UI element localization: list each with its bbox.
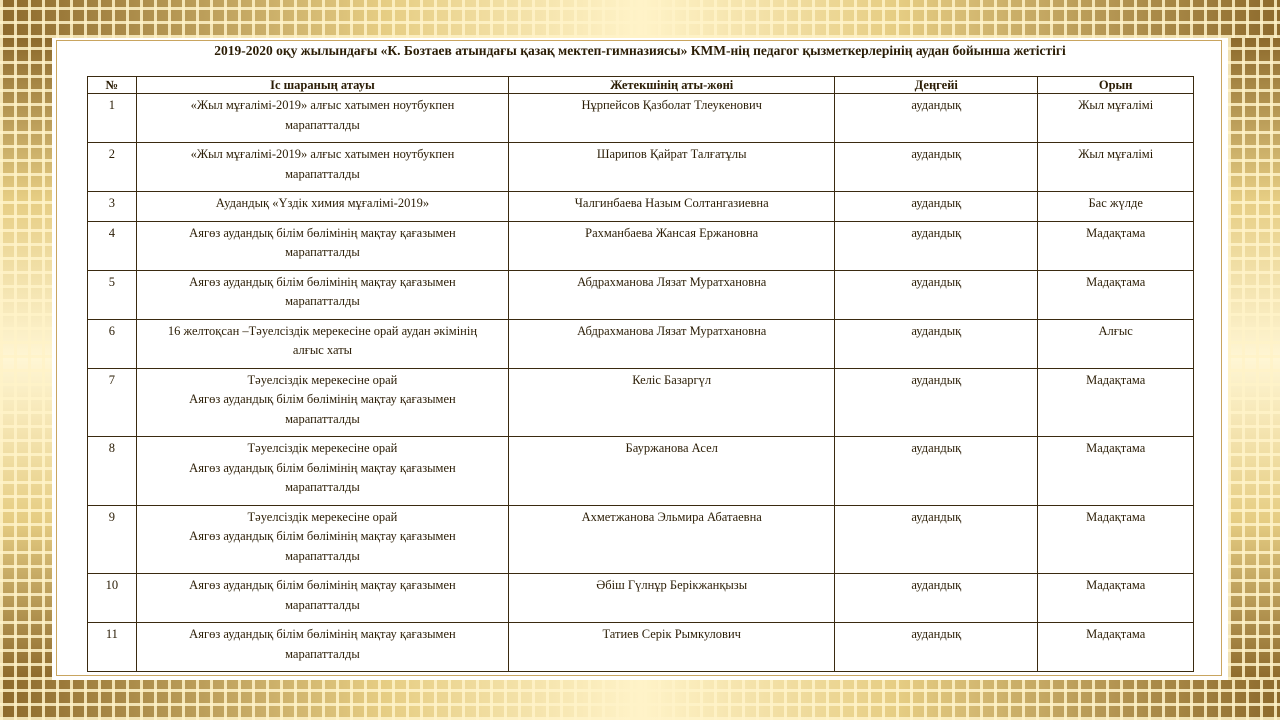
header-num: № bbox=[88, 77, 137, 94]
table-row bbox=[88, 221, 1194, 270]
cell-level: аудандық bbox=[835, 505, 1038, 574]
event-text-line: алғыс хаты bbox=[292, 343, 353, 357]
cell-place: Мадақтама bbox=[1038, 574, 1194, 623]
event-text-line: марапатталды bbox=[285, 548, 360, 563]
event-text-line: 16 желтоқсан –Тәуелсіздік мерекесіне орай аудан әкімінің bbox=[167, 323, 478, 338]
cell-level: аудандық bbox=[835, 623, 1038, 672]
cell-leader: Рахманбаева Жансая Ержановна bbox=[509, 221, 835, 270]
table-row bbox=[88, 319, 1194, 368]
cell-leader: Абдрахманова Лязат Муратхановна bbox=[509, 270, 835, 319]
cell-leader: Бауржанова Асел bbox=[509, 437, 835, 506]
event-text-line: Аягөз аудандық білім бөлімінің мақтау қағазымен bbox=[189, 392, 456, 406]
event-text-line: Аягөз аудандық білім бөлімінің мақтау қағазымен bbox=[189, 460, 456, 475]
cell-place: Мадақтама bbox=[1038, 270, 1194, 319]
header-leader: Жетекшінің аты-жөні bbox=[509, 77, 835, 94]
cell-leader: Ахметжанова Эльмира Абатаевна bbox=[509, 505, 835, 574]
table-row bbox=[88, 437, 1194, 506]
cell-leader: Чалгинбаева Назым Солтангазиевна bbox=[509, 192, 835, 222]
cell-level: аудандық bbox=[835, 221, 1038, 270]
cell-place: Мадақтама bbox=[1038, 623, 1194, 672]
cell-event bbox=[136, 623, 509, 672]
greek-key-border-right bbox=[1228, 38, 1280, 680]
cell-level: аудандық bbox=[835, 574, 1038, 623]
cell-leader: Келіс Базаргүл bbox=[509, 368, 835, 437]
cell-event bbox=[136, 368, 509, 437]
cell-event bbox=[136, 192, 509, 222]
event-text-line: марапатталды bbox=[285, 597, 360, 612]
event-text-line: Аягөз аудандық білім бөлімінің мақтау қағазымен bbox=[189, 627, 456, 641]
event-text-line: марапатталды bbox=[285, 245, 360, 259]
event-text-line: марапатталды bbox=[285, 294, 360, 308]
cell-num: 6 bbox=[88, 319, 137, 368]
header-place: Орын bbox=[1038, 77, 1194, 94]
cell-num: 8 bbox=[88, 437, 137, 506]
event-text-line: марапатталды bbox=[285, 117, 360, 132]
cell-place: Жыл мұғалімі bbox=[1038, 143, 1194, 192]
table-header-row bbox=[88, 77, 1194, 94]
table-body bbox=[88, 94, 1194, 672]
greek-key-border-left bbox=[0, 38, 52, 680]
cell-event bbox=[136, 270, 509, 319]
cell-num: 4 bbox=[88, 221, 137, 270]
cell-level: аудандық bbox=[835, 94, 1038, 143]
cell-event bbox=[136, 319, 509, 368]
table-row bbox=[88, 94, 1194, 143]
cell-event bbox=[136, 437, 509, 506]
event-text-line: марапатталды bbox=[285, 646, 360, 661]
cell-leader: Татиев Серік Рымкулович bbox=[509, 623, 835, 672]
event-text-line: Аягөз аудандық білім бөлімінің мақтау қағазымен bbox=[189, 225, 456, 240]
event-text-line: Аудандық «Үздік химия мұғалімі-2019» bbox=[215, 196, 430, 210]
greek-key-border-bottom bbox=[0, 680, 1280, 720]
event-text-line: марапатталды bbox=[285, 480, 360, 494]
event-text-line: «Жыл мұғалімі-2019» алғыс хатымен ноутбукпен bbox=[190, 98, 455, 112]
cell-leader: Нұрпейсов Қазболат Тлеукенович bbox=[509, 94, 835, 143]
cell-level: аудандық bbox=[835, 437, 1038, 506]
greek-key-border-top bbox=[0, 0, 1280, 38]
table-row bbox=[88, 192, 1194, 222]
event-text-line: Аягөз аудандық білім бөлімінің мақтау қағазымен bbox=[189, 578, 456, 592]
event-text-line: Тәуелсіздік мерекесіне орай bbox=[247, 509, 398, 524]
table-row bbox=[88, 143, 1194, 192]
cell-num: 7 bbox=[88, 368, 137, 437]
header-event: Іс шараның атауы bbox=[136, 77, 509, 94]
cell-level: аудандық bbox=[835, 270, 1038, 319]
cell-level: аудандық bbox=[835, 319, 1038, 368]
cell-num: 9 bbox=[88, 505, 137, 574]
event-text-line: марапатталды bbox=[285, 411, 360, 426]
cell-num: 1 bbox=[88, 94, 137, 143]
cell-num: 11 bbox=[88, 623, 137, 672]
cell-event bbox=[136, 143, 509, 192]
cell-event bbox=[136, 221, 509, 270]
cell-level: аудандық bbox=[835, 192, 1038, 222]
event-text-line: Тәуелсіздік мерекесіне орай bbox=[247, 441, 398, 455]
cell-level: аудандық bbox=[835, 143, 1038, 192]
cell-place: Жыл мұғалімі bbox=[1038, 94, 1194, 143]
cell-event bbox=[136, 505, 509, 574]
page-title: 2019-2020 оқу жылындағы «К. Бозтаев атындағы қазақ мектеп-гимназиясы» КММ-нің педагог қызметкерлерінің аудан бойынша жетістігі bbox=[214, 43, 1066, 58]
cell-place: Мадақтама bbox=[1038, 437, 1194, 506]
cell-leader: Абдрахманова Лязат Муратхановна bbox=[509, 319, 835, 368]
table-row bbox=[88, 574, 1194, 623]
table-row bbox=[88, 368, 1194, 437]
achievements-table bbox=[87, 76, 1194, 672]
cell-place: Мадақтама bbox=[1038, 505, 1194, 574]
header-level: Деңгейі bbox=[835, 77, 1038, 94]
event-text-line: Тәуелсіздік мерекесіне орай bbox=[247, 372, 398, 387]
cell-leader: Әбіш Гүлнұр Берікжанқызы bbox=[509, 574, 835, 623]
event-text-line: Аягөз аудандық білім бөлімінің мақтау қағазымен bbox=[189, 274, 456, 289]
event-text-line: Аягөз аудандық білім бөлімінің мақтау қағазымен bbox=[189, 529, 456, 543]
table-row bbox=[88, 270, 1194, 319]
cell-num: 3 bbox=[88, 192, 137, 222]
cell-num: 2 bbox=[88, 143, 137, 192]
event-text-line: «Жыл мұғалімі-2019» алғыс хатымен ноутбукпен bbox=[190, 147, 455, 161]
cell-num: 10 bbox=[88, 574, 137, 623]
cell-place: Мадақтама bbox=[1038, 221, 1194, 270]
cell-leader: Шарипов Қайрат Талғатұлы bbox=[509, 143, 835, 192]
cell-place: Алғыс bbox=[1038, 319, 1194, 368]
table-row bbox=[88, 505, 1194, 574]
cell-level: аудандық bbox=[835, 368, 1038, 437]
cell-event bbox=[136, 94, 509, 143]
cell-place: Бас жүлде bbox=[1038, 192, 1194, 222]
cell-place: Мадақтама bbox=[1038, 368, 1194, 437]
event-text-line: марапатталды bbox=[285, 166, 360, 181]
table-row bbox=[88, 623, 1194, 672]
cell-event bbox=[136, 574, 509, 623]
cell-num: 5 bbox=[88, 270, 137, 319]
